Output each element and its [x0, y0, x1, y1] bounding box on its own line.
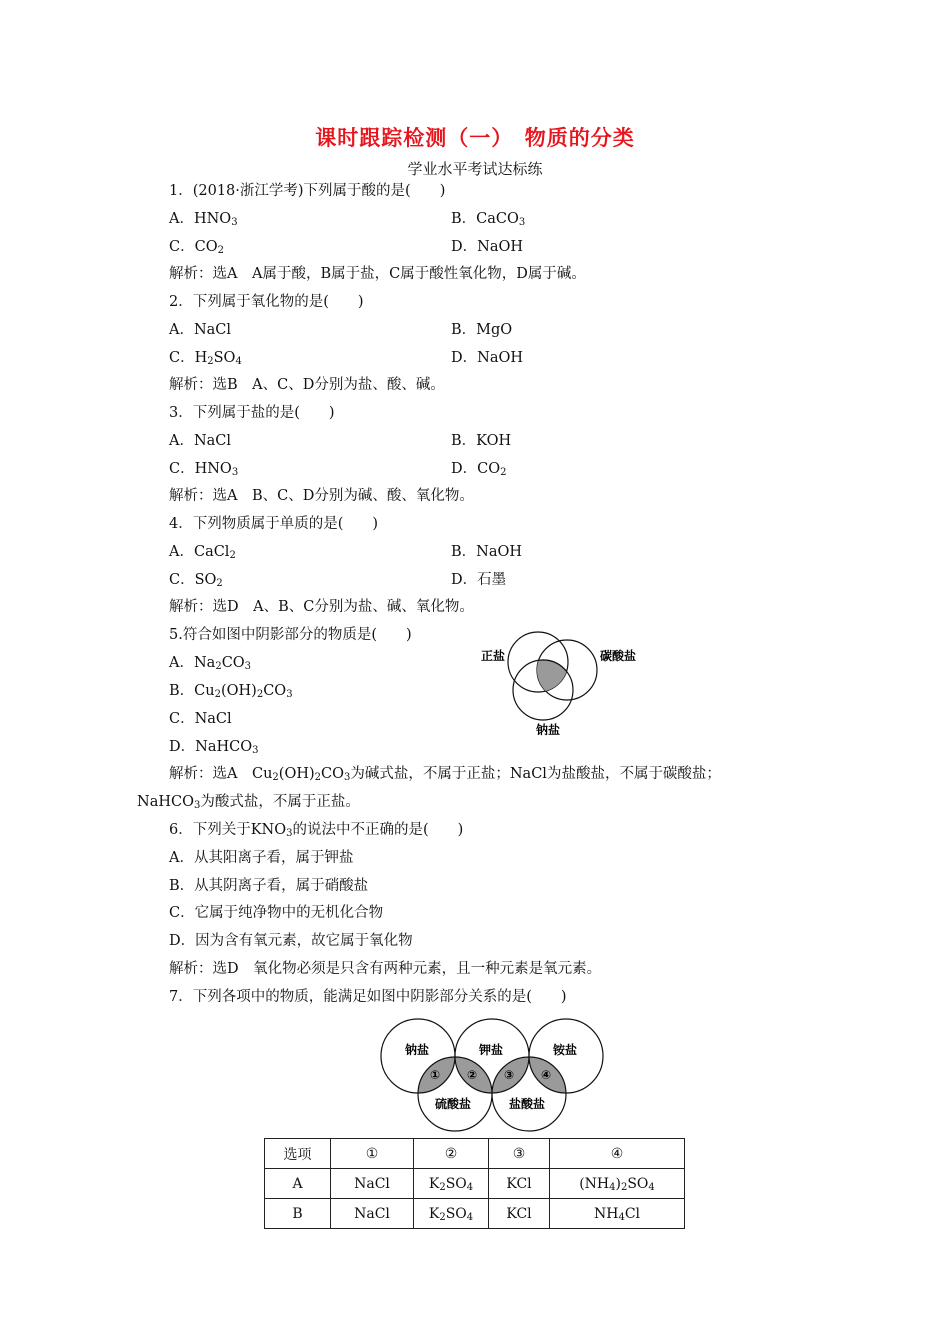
q6-option-a: A．从其阳离子看，属于钾盐	[169, 850, 354, 866]
q6-analysis: 解析：选D 氧化物必须是只含有两种元素，且一种元素是氧元素。	[169, 961, 602, 977]
table-header-row	[265, 1139, 685, 1169]
q4-stem: 4．下列物质属于单质的是( )	[169, 516, 379, 532]
table-cell: B	[265, 1199, 331, 1229]
header-cell: 选项	[265, 1139, 331, 1169]
q7-venn-label-ammonium: 铵盐	[553, 1043, 578, 1057]
q2-option-a: A．NaCl	[169, 322, 232, 338]
q4-option-c: C．$SO_2$	[169, 572, 223, 589]
q5-venn-label-b: 碳酸盐	[600, 649, 637, 663]
q4-option-d: D．石墨	[451, 572, 507, 588]
header-cell: ①	[331, 1139, 414, 1169]
q5-option-a: A．$Na_2CO_3$	[169, 655, 252, 672]
q3-option-a: A．NaCl	[169, 433, 232, 449]
q3-option-b: B．KOH	[451, 433, 512, 449]
q7-options-table	[264, 1138, 685, 1229]
q4-analysis: 解析：选D A、B、C分别为盐、碱、氧化物。	[169, 599, 474, 615]
q4-option-a: A．CaCl$_2$	[169, 544, 236, 561]
q7-venn-label-chloride: 盐酸盐	[509, 1097, 546, 1111]
q7-mark-2: ②	[467, 1068, 478, 1082]
section-subtitle: 学业水平考试达标练	[407, 160, 543, 178]
q7-mark-1: ①	[430, 1068, 441, 1082]
table-cell: $K_2SO_4$	[414, 1199, 489, 1229]
table-cell: $K_2SO_4$	[414, 1169, 489, 1199]
q7-venn-diagram	[375, 1012, 610, 1134]
q7-venn-label-sodium: 钠盐	[405, 1043, 430, 1057]
q1-option-a: A．$HNO_3$	[169, 211, 238, 228]
q5-analysis-line1: 解析：选A $Cu_2(OH)_2CO_3$为碱式盐，不属于正盐；NaCl为盐酸盐，不属于碳酸盐；	[169, 766, 721, 783]
q3-option-c: C．$HNO_3$	[169, 461, 239, 478]
q2-option-c: C．$H_2SO_4$	[169, 350, 242, 367]
q3-analysis: 解析：选A B、C、D分别为碱、酸、氧化物。	[169, 488, 474, 504]
header-cell: ②	[414, 1139, 489, 1169]
header-cell: ④	[550, 1139, 685, 1169]
q1-stem: 1．(2018·浙江学考)下列属于酸的是( )	[169, 183, 446, 199]
q6-option-d: D．因为含有氧元素，故它属于氧化物	[169, 933, 413, 949]
header-cell: ③	[489, 1139, 550, 1169]
table-cell: NaCl	[331, 1199, 414, 1229]
table-cell: KCl	[489, 1199, 550, 1229]
table-cell: $(NH_4)_2SO_4$	[550, 1169, 685, 1199]
q6-option-c: C．它属于纯净物中的无机化合物	[169, 905, 384, 921]
table-cell: A	[265, 1169, 331, 1199]
q3-option-d: D．$CO_2$	[451, 461, 507, 478]
table-row	[265, 1199, 685, 1229]
q2-analysis: 解析：选B A、C、D分别为盐、酸、碱。	[169, 377, 445, 393]
q1-option-d: D．NaOH	[451, 239, 523, 255]
q7-venn-label-potassium: 钾盐	[479, 1043, 504, 1057]
q5-venn-label-c: 钠盐	[536, 723, 561, 737]
table-cell: KCl	[489, 1169, 550, 1199]
q3-stem: 3．下列属于盐的是( )	[169, 405, 335, 421]
page-title: 课时跟踪检测（一） 物质的分类	[315, 126, 635, 150]
q2-option-b: B．MgO	[451, 322, 513, 338]
table-row	[265, 1169, 685, 1199]
q7-mark-4: ④	[541, 1068, 552, 1082]
q5-stem: 5.符合如图中阴影部分的物质是( )	[169, 627, 412, 643]
q5-venn-diagram	[470, 628, 650, 743]
q7-venn-label-sulfate: 硫酸盐	[435, 1097, 472, 1111]
q4-option-b: B．NaOH	[451, 544, 523, 560]
q5-option-d: D．NaHCO$_3$	[169, 739, 259, 756]
q5-option-b: B．$Cu_2(OH)_2CO_3$	[169, 683, 293, 700]
q2-stem: 2．下列属于氧化物的是( )	[169, 294, 364, 310]
q1-option-c: C．$CO_2$	[169, 239, 224, 256]
q6-option-b: B．从其阴离子看，属于硝酸盐	[169, 878, 369, 894]
q5-analysis-line2: NaHCO$_3$为酸式盐，不属于正盐。	[137, 794, 360, 811]
q1-analysis: 解析：选A A属于酸，B属于盐，C属于酸性氧化物，D属于碱。	[169, 266, 586, 282]
q7-mark-3: ③	[504, 1068, 515, 1082]
q5-venn-label-a: 正盐	[481, 649, 506, 663]
q5-option-c: C．NaCl	[169, 711, 232, 727]
q1-option-b: B．CaCO$_3$	[451, 211, 526, 228]
table-cell: $NH_4Cl$	[550, 1199, 685, 1229]
q7-stem: 7．下列各项中的物质，能满足如图中阴影部分关系的是( )	[169, 989, 567, 1005]
q2-option-d: D．NaOH	[451, 350, 523, 366]
q6-stem: 6．下列关于$KNO_3$的说法中不正确的是( )	[169, 822, 464, 839]
table-cell: NaCl	[331, 1169, 414, 1199]
